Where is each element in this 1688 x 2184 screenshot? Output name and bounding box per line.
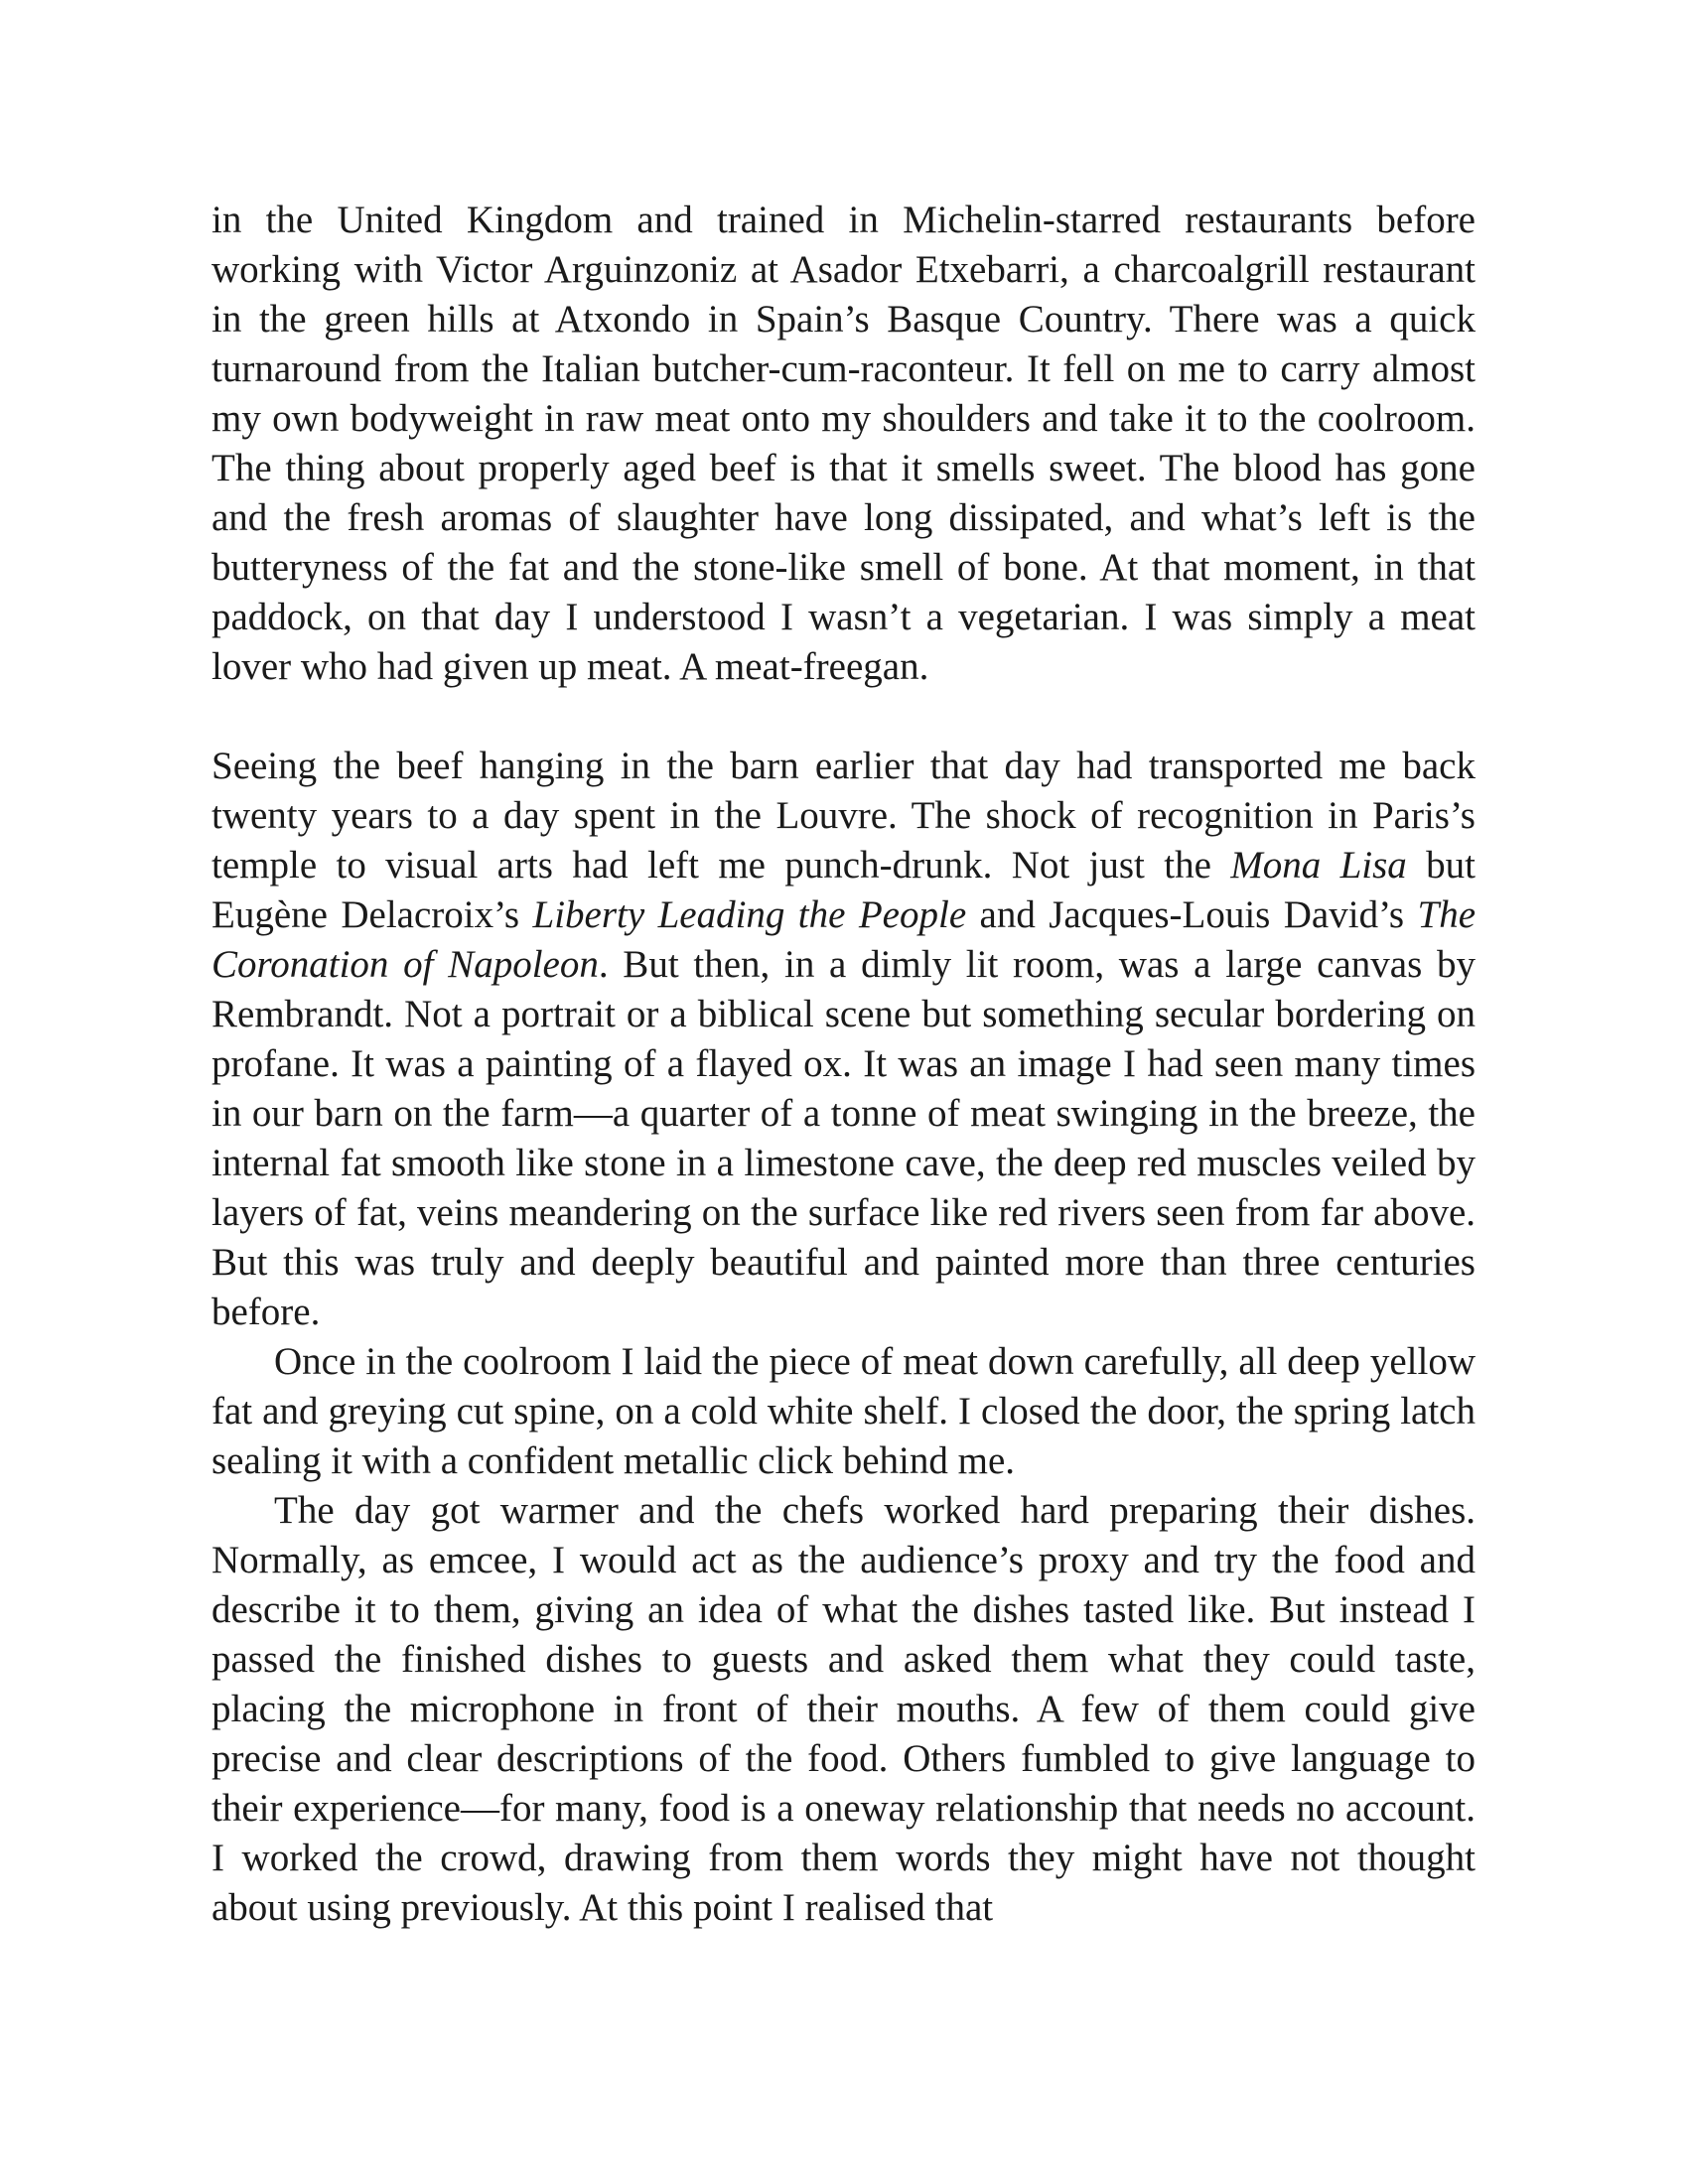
paragraph-2: Seeing the beef hanging in the barn earlier that day had transported me back twenty years to a day spent in the Louvre. The shock of recognition in Paris’s temple to visual arts had left me punch-drunk. Not just the Mona Lisa but Eugène Delacroix’s Liberty Leading the People and Jacques-Louis David’s The Coronation of Napoleon. But then, in a dimly lit room, was a large canvas by Rembrandt. Not a portrait or a biblical scene but something secular bordering on profane. It was a painting of a flayed ox. It was an image I had seen many times in our barn on the farm—a quarter of a tonne of meat swinging in the breeze, the internal fat smooth like stone in a limestone cave, the deep red muscles veiled by layers of fat, veins meandering on the surface like red rivers seen from far above. But this was truly and deeply beautiful and painted more than three centuries before.: [211, 745, 1476, 1333]
artwork-title-coronation-of-napoleon: The Coronation of Napoleon: [211, 893, 1476, 986]
paragraph-4: The day got warmer and the chefs worked hard preparing their dishes. Normally, as emcee, I would act as the audience’s proxy and try the food and describe it to them, giving an idea of what the dishes tasted like. But instead I passed the finished dishes to guests and asked them what they could taste, placing the microphone in front of their mouths. A few of them could give precise and clear descriptions of the food. Others fumbled to give language to their experience—for many, food is a oneway relationship that needs no account. I worked the crowd, drawing from them words they might have not thought about using previously. At this point I realised that: [211, 1489, 1476, 1929]
artwork-title-liberty-leading-the-people: Liberty Leading the People: [532, 893, 967, 936]
body-text: [211, 196, 1476, 1933]
paragraph-1: in the United Kingdom and trained in Michelin-starred restaurants before working with Victor Arguinzoniz at Asador Etxebarri, a charcoalgrill restaurant in the green hills at Atxondo in Spain’s Basque Country. There was a quick turnaround from the Italian butcher-cum-raconteur. It fell on me to carry almost my own bodyweight in raw meat onto my shoulders and take it to the coolroom. The thing about properly aged beef is that it smells sweet. The blood has gone and the fresh aromas of slaughter have long dissipated, and what’s left is the butteryness of the fat and the stone-like smell of bone. At that moment, in that paddock, on that day I understood I wasn’t a vegetarian. I was simply a meat lover who had given up meat. A meat-freegan.: [211, 199, 1476, 688]
paragraph-3: Once in the coolroom I laid the piece of meat down carefully, all deep yellow fat and greying cut spine, on a cold white shelf. I closed the door, the spring latch sealing it with a confident metallic click behind me.: [211, 1340, 1476, 1482]
artwork-title-mona-lisa: Mona Lisa: [1230, 844, 1407, 887]
